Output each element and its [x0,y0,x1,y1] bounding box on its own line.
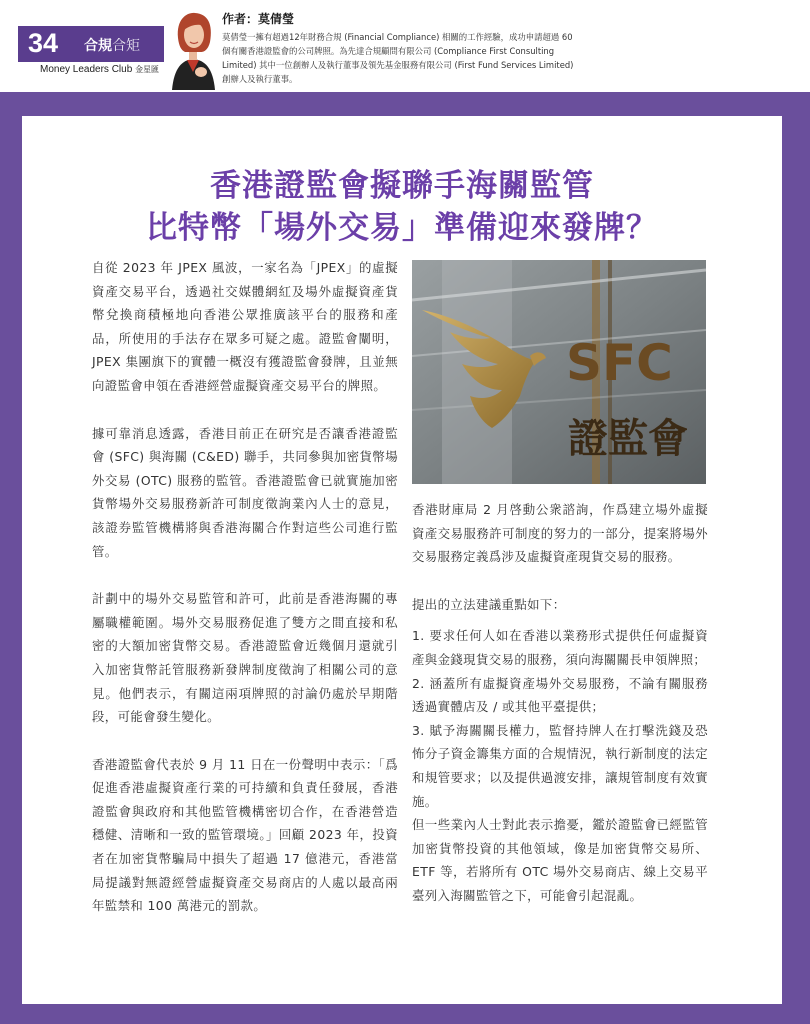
author-bio: 莫倩瑩一擁有超過12年財務合規 (Financial Compliance) 相關的工作經驗，成功申請超過 60 個有關香港證監會的公司牌照。為先達合規顧問有限公司 (Compliance First Consulting Limited) 其中一位創辦人及執行董事及領先基金服務有限公司 (First Fund Services Limited) 創辦人及執行董事。 [222,32,574,84]
section-name-bold: 合規 [84,38,112,54]
author-avatar [168,10,218,90]
proposal-item: 3. 賦予海關關長權力，監督持牌人在打擊洗錢及恐怖分子資金籌集方面的合規情況，執行新制度的法定和規管要求；以及提供過渡安排，讓規管制度有效實施。 [412,722,708,809]
article-panel [22,116,782,1004]
club-name [40,64,159,75]
paragraph: 香港財庫局 2 月啓動公衆諮詢，作爲建立場外虛擬資產交易服務許可制度的努力的一部分，提案將場外交易服務定義爲涉及虛擬資產現貨交易的服務。 [412,502,708,565]
article-title-line-2: 比特幣「場外交易」準備迎來發牌？ [146,210,658,246]
page-badge [18,26,164,62]
paragraph: 據可靠消息透露，香港目前正在研究是否讓香港證監會 (SFC) 與海關 (C&ED) 聯手，共同參與加密貨幣場外交易 (OTC) 服務的監管。香港證監會已就實施加密貨幣場外交易服務新許可制度徵詢業內人士的意見，該證券監管機構將與香港海關合作對這些公司進行監管。 [92,425,398,559]
sign-text-cn: 證監會 [568,416,688,462]
author-name: 作者：莫倩瑩 [222,12,295,26]
page-number: 34 [28,28,59,58]
section-name-light: 合矩 [112,38,140,54]
proposal-item: 2. 涵蓋所有虛擬資產場外交易服務，不論有關服務透過實體店及 / 或其他平臺提供； [412,675,708,715]
magazine-header [0,0,810,92]
paragraph: 自從 2023 年 JPEX 風波，一家名為「JPEX」的虛擬資產交易平台，透過社交媒體網紅及場外虛擬資產貨幣兌換商積極地向香港公眾推廣該平台的服務和產品，所使用的手法存在眾多可疑之處。證監會闡明，JPEX 集團旗下的實體一概沒有獲證監會發牌，且並無向證監會申領在香港經營虛擬資產交易平台的牌照。 [92,260,398,393]
closing-paragraph: 但一些業內人士對此表示擔憂，鑑於證監會已經監管加密貨幣投資的其他領域，像是加密貨幣交易所、ETF 等，若將所有 OTC 場外交易商店、線上交易平臺列入海關監管之下，可能會引起混亂。 [412,817,708,903]
section-name [84,35,140,55]
paragraph: 計劃中的場外交易監管和許可，此前是香港海關的專屬職權範圍。場外交易服務促進了雙方之間直接和私密的大額加密貨幣交易。香港證監會近幾個月還就引入加密貨幣託管服務新發牌制度徵詢了相關公司的意見。他們表示，有關這兩項牌照的討論仍處於早期階段，可能會發生變化。 [92,591,398,725]
right-column [412,498,708,908]
club-name-en: Money Leaders Club [40,64,133,75]
club-name-cn: 金星匯 [135,65,160,74]
left-column [92,256,398,942]
article-title-line-1: 香港證監會擬聯手海關監管 [210,168,594,204]
article-frame [0,92,810,1024]
paragraph: 香港證監會代表於 9 月 11 日在一份聲明中表示：「爲促進香港虛擬資產行業的可持續和負責任發展，香港證監會與政府和其他監管機構密切合作，在香港營造穩健、清晰和一致的監管環境。」回顧 2023 年，投資者在加密貨幣騙局中損失了超過 17 億港元，香港當局提議對無證經營虛擬資產交易商店的人處以最高兩年監禁和 100 萬港元的罰款。 [92,756,398,914]
sign-text-en: SFC [566,334,673,392]
proposal-item: 1. 要求任何人如在香港以業務形式提供任何虛擬資產與金錢現貨交易的服務，須向海關關長申領牌照； [412,628,708,667]
proposals-heading: 提出的立法建議重點如下： [412,596,566,612]
sfc-building-photo [412,260,706,484]
